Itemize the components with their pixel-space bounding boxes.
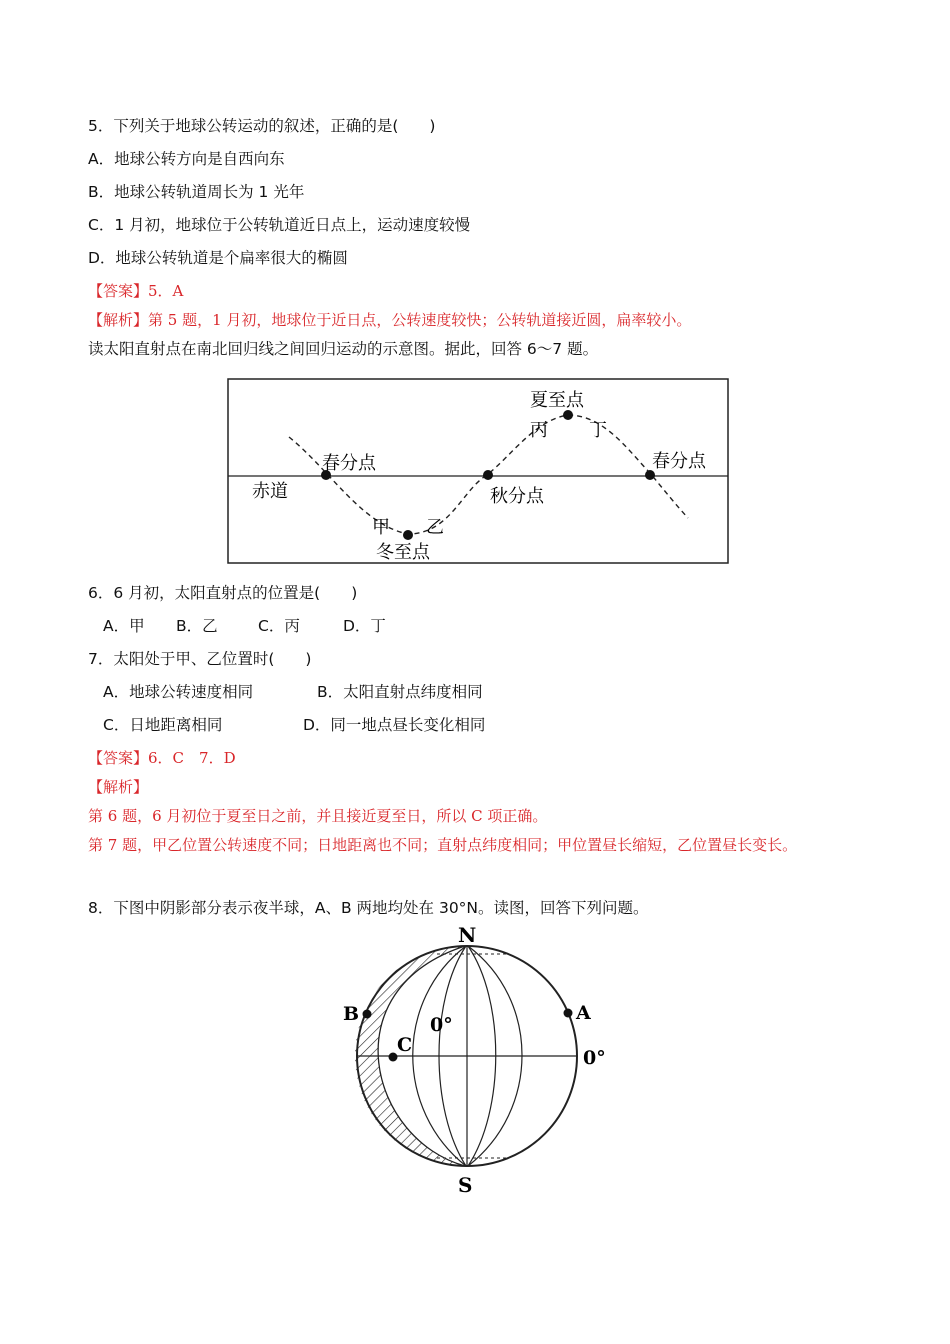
- label-spring-equinox-2: 春分点: [652, 451, 706, 472]
- label-bing: 丙: [530, 420, 548, 441]
- q7-option-b: B．太阳直射点纬度相同: [317, 683, 483, 701]
- q6-option-a: A．甲: [103, 617, 145, 635]
- label-spring-equinox: 春分点: [322, 453, 376, 474]
- point-a: [564, 1009, 573, 1018]
- q5-stem: 5．下列关于地球公转运动的叙述，正确的是( ): [88, 117, 436, 135]
- label-equator-0: 0°: [583, 1047, 606, 1069]
- label-b: B: [343, 1003, 360, 1025]
- label-n: N: [458, 923, 477, 947]
- analysis-6-7-label: 【解析】: [88, 778, 149, 796]
- q6-stem: 6．6 月初，太阳直射点的位置是( ): [88, 584, 358, 602]
- q8-stem: 8．下图中阴影部分表示夜半球，A、B 两地均处在 30°N。读图，回答下列问题。: [88, 899, 649, 917]
- q6-option-b: B．乙: [176, 617, 218, 635]
- label-a: A: [576, 1002, 591, 1024]
- q5-analysis: 【解析】第 5 题，1 月初，地球位于近日点，公转速度较快；公转轨道接近圆，扁率较小。: [88, 311, 692, 329]
- label-summer-solstice: 夏至点: [530, 390, 584, 411]
- q5-answer: 【答案】5．A: [88, 282, 184, 300]
- label-meridian-0: 0°: [430, 1014, 453, 1036]
- q5-option-a: A．地球公转方向是自西向东: [88, 150, 285, 168]
- q7-option-a: A．地球公转速度相同: [103, 683, 254, 701]
- q6-option-d: D．丁: [343, 617, 386, 635]
- q7-stem: 7．太阳处于甲、乙位置时( ): [88, 650, 312, 668]
- intro-6-7: 读太阳直射点在南北回归线之间回归运动的示意图。据此，回答 6～7 题。: [88, 340, 599, 358]
- analysis-6: 第 6 题，6 月初位于夏至日之前，并且接近夏至日，所以 C 项正确。: [88, 807, 548, 825]
- label-winter-solstice: 冬至点: [376, 542, 430, 563]
- q5-option-c: C．1 月初，地球位于公转轨道近日点上，运动速度较慢: [88, 216, 471, 234]
- label-autumn-equinox: 秋分点: [490, 486, 544, 507]
- label-yi: 乙: [426, 517, 444, 538]
- q7-option-c: C．日地距离相同: [103, 716, 223, 734]
- label-c: C: [397, 1034, 413, 1056]
- q5-option-d: D．地球公转轨道是个扁率很大的椭圆: [88, 249, 348, 267]
- label-ding: 丁: [589, 420, 607, 441]
- point-b: [363, 1010, 372, 1019]
- answer-6-7: 【答案】6．C 7．D: [88, 749, 236, 767]
- q6-option-c: C．丙: [258, 617, 300, 635]
- q7-option-d: D．同一地点昼长变化相同: [303, 716, 486, 734]
- label-jia: 甲: [372, 517, 390, 538]
- label-equator: 赤道: [252, 481, 288, 502]
- label-s: S: [458, 1173, 473, 1197]
- q5-option-b: B．地球公转轨道周长为 1 光年: [88, 183, 305, 201]
- analysis-7: 第 7 题，甲乙位置公转速度不同；日地距离也不同；直射点纬度相同；甲位置昼长缩短，乙位置昼长变长。: [88, 836, 798, 854]
